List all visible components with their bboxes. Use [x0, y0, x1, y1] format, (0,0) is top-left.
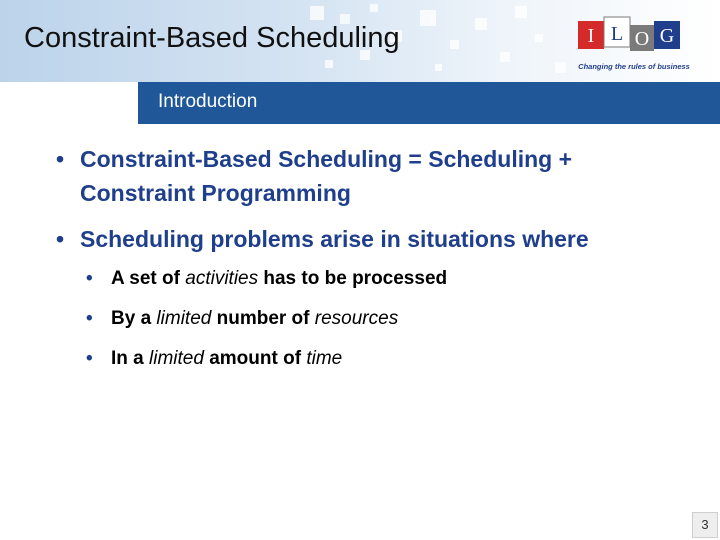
sub-bullet-italic: resources [314, 308, 399, 329]
sub-bullet-text: A set of [111, 268, 186, 289]
sub-bullet-marker: • [86, 348, 93, 369]
ilog-logo [572, 9, 708, 77]
page-number: 3 [692, 512, 718, 538]
logo-letter-g: G [659, 25, 675, 47]
sub-bullet-italic: time [306, 348, 343, 369]
sub-bullet-1 [54, 266, 714, 292]
sub-bullet-3 [54, 346, 714, 372]
logo-letter-l: L [610, 23, 624, 45]
sub-bullet-text: has to be processed [258, 268, 448, 289]
bullet-2-text: Scheduling problems arise in situations where [80, 226, 589, 252]
bullet-marker: • [56, 146, 65, 172]
logo-letter-i: I [587, 25, 595, 47]
sub-bullet-italic: limited [156, 308, 212, 329]
bullet-1 [54, 142, 714, 210]
sub-bullet-text: By a [111, 308, 157, 329]
sub-bullet-2 [54, 306, 714, 332]
bullet-2 [54, 222, 714, 256]
sub-bullet-text: In a [111, 348, 150, 369]
slide-body [54, 142, 714, 372]
sub-bullet-italic: activities [185, 268, 259, 289]
slide-title: Constraint-Based Scheduling [24, 22, 400, 54]
sub-bullet-italic: limited [149, 348, 204, 369]
logo-tagline: Changing the rules of business [578, 62, 690, 71]
sub-bullet-text: amount of [203, 348, 307, 369]
sub-bullet-marker: • [86, 268, 93, 289]
sub-bullet-text: number of [211, 308, 315, 329]
logo-letter-o: O [634, 28, 650, 50]
section-title: Introduction [158, 91, 258, 112]
bullet-1-line-1: Constraint-Based Scheduling = Scheduling + [80, 146, 573, 172]
bullet-1-line-2: Constraint Programming [80, 180, 351, 206]
sub-bullet-marker: • [86, 308, 93, 329]
bullet-marker: • [56, 226, 65, 252]
